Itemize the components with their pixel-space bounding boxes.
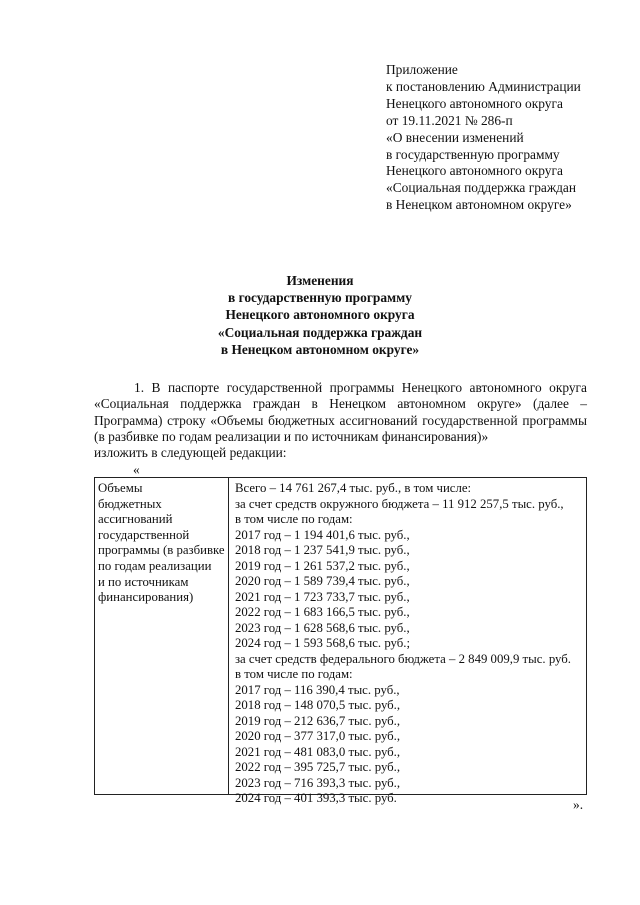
value-line: Всего – 14 761 267,4 тыс. руб., в том числе: — [235, 481, 472, 495]
title-line: в государственную программу — [228, 290, 412, 306]
value-line: 2021 год – 481 083,0 тыс. руб., — [235, 744, 401, 759]
value-line: 2024 год – 401 393,3 тыс. руб. — [235, 791, 397, 805]
value-line: 2019 год – 1 261 537,2 тыс. руб., — [235, 558, 410, 573]
body-paragraph: 1. В паспорте государственной программы Ненецкого автономного округа «Социальная поддержка граждан в Ненецком автономном округе» (далее – Программа) строку «Объемы бюджетных ассигнований государственной программы (в разбивке по годам реализации и по источникам финансирования)» — [94, 380, 587, 445]
label-line: программы (в разбивке — [98, 543, 225, 558]
value-line: 2024 год – 1 593 568,6 тыс. руб.; — [235, 636, 411, 650]
body-paragraph-last-line: изложить в следующей редакции: — [94, 445, 287, 460]
label-line: ассигнований — [98, 512, 173, 527]
value-line: 2017 год – 1 194 401,6 тыс. руб., — [235, 527, 410, 542]
value-line: в том числе по годам: — [235, 512, 353, 526]
value-line: 2022 год – 1 683 166,5 тыс. руб., — [235, 605, 410, 619]
appendix-line: Приложение — [386, 62, 458, 77]
appendix-line: в Ненецком автономном округе» — [386, 197, 572, 213]
value-line: 2017 год – 116 390,4 тыс. руб., — [235, 682, 400, 697]
label-line: бюджетных — [98, 496, 162, 511]
value-line: 2023 год – 1 628 568,6 тыс. руб., — [235, 620, 410, 635]
appendix-line: «Социальная поддержка граждан — [386, 180, 577, 196]
value-line: 2021 год – 1 723 733,7 тыс. руб., — [235, 589, 410, 604]
label-line: по годам реализации — [98, 558, 212, 573]
appendix-line: «О внесении изменений — [386, 129, 524, 145]
document-title — [0, 272, 640, 358]
value-line: 2018 год – 148 070,5 тыс. руб., — [235, 698, 401, 712]
appendix-header — [386, 62, 581, 214]
table-column-divider — [228, 478, 229, 794]
title-line: Ненецкого автономного округа — [225, 307, 415, 323]
label-line: и по источникам — [98, 574, 189, 589]
title-line: в Ненецком автономном округе» — [220, 341, 420, 357]
appendix-line: к постановлению Администрации — [386, 78, 581, 94]
value-line: за счет средств федерального бюджета – 2 849 009,9 тыс. руб. — [235, 651, 571, 666]
title-line: Изменения — [286, 273, 354, 288]
title-line: «Социальная поддержка граждан — [217, 324, 423, 340]
appendix-line: в государственную программу — [386, 146, 560, 162]
value-line: 2019 год – 212 636,7 тыс. руб., — [235, 713, 401, 728]
opening-quote: « — [133, 462, 140, 477]
table-row-label — [98, 481, 226, 606]
value-line: 2023 год – 716 393,3 тыс. руб., — [235, 775, 401, 790]
budget-table — [94, 477, 587, 805]
appendix-line: Ненецкого автономного округа — [386, 95, 563, 111]
value-line: 2022 год – 395 725,7 тыс. руб., — [235, 760, 401, 774]
value-line: в том числе по годам: — [235, 667, 353, 681]
closing-quote: ». — [573, 797, 584, 812]
appendix-line: Ненецкого автономного округа — [386, 163, 563, 179]
value-line: за счет средств окружного бюджета – 11 912 257,5 тыс. руб., — [235, 496, 564, 511]
label-line: финансирования) — [98, 590, 194, 605]
value-line: 2018 год – 1 237 541,9 тыс. руб., — [235, 543, 410, 557]
label-line: государственной — [98, 527, 190, 542]
value-line: 2020 год – 1 589 739,4 тыс. руб., — [235, 574, 410, 588]
appendix-line: от 19.11.2021 № 286-п — [386, 112, 513, 128]
label-line: Объемы — [98, 481, 143, 495]
value-line: 2020 год – 377 317,0 тыс. руб., — [235, 729, 401, 743]
table-row-value — [235, 481, 585, 807]
